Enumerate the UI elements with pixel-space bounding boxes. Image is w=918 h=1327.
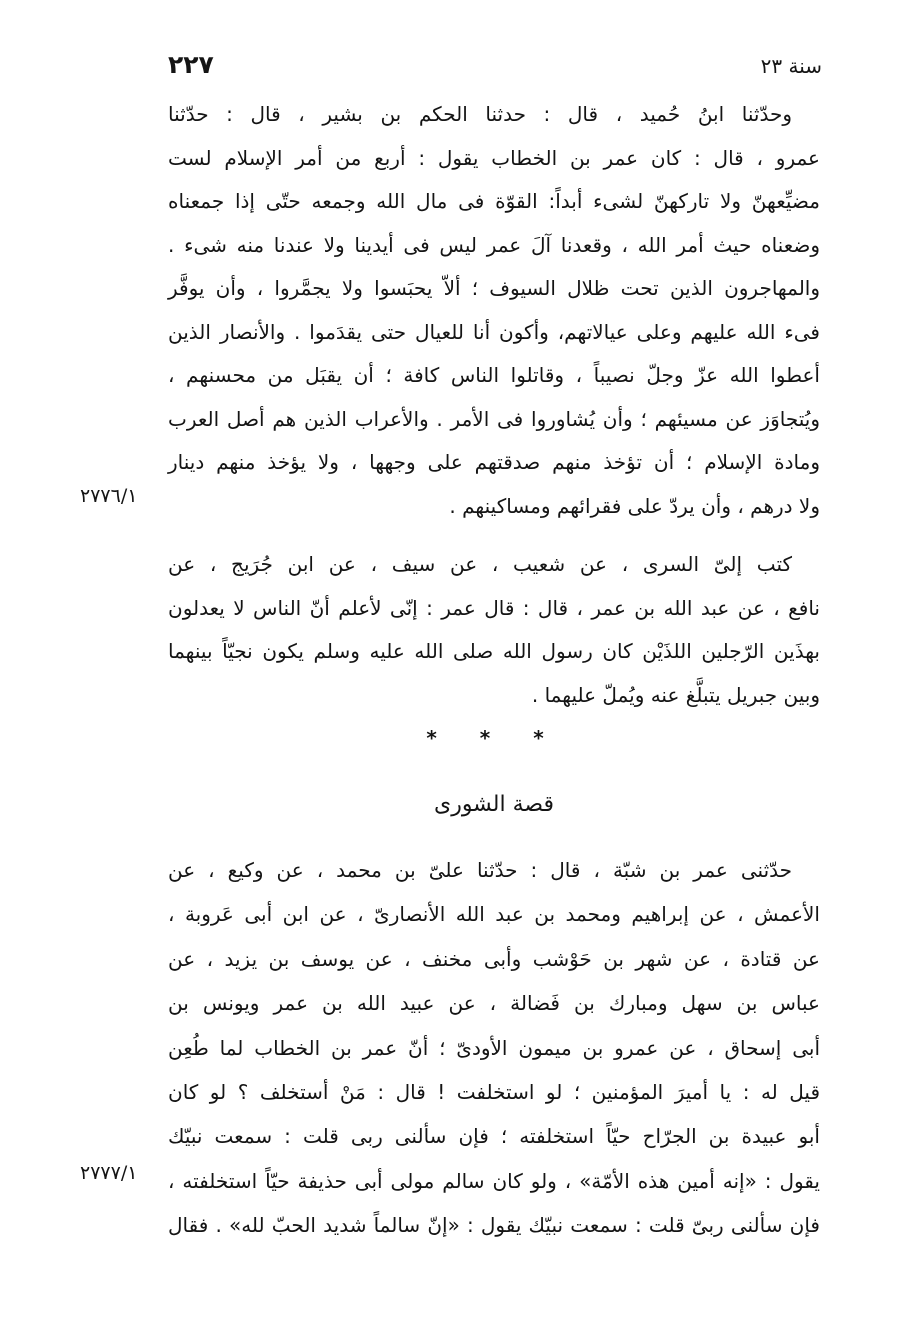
text-line: ويُتجاوَز عن مسيئهم ؛ وأن يُشاوروا فى الأمر . والأعراب الذين هم أصل العرب — [168, 406, 820, 431]
text-line: أبو عبيدة بن الجرّاح حيّاً استخلفته ؛ فإن سألنى ربى قلت : سمعت نبيّك — [168, 1124, 820, 1149]
text-line: عباس بن سهل ومبارك بن فَضالة ، عن عبيد الله بن عمر ويونس بن — [168, 991, 820, 1016]
running-head-year: سنة ٢٣ — [760, 54, 822, 78]
text-line: الأعمش ، عن إبراهيم ومحمد بن عبد الله الأنصارىّ ، عن ابن أبى عَروبة ، — [168, 902, 820, 927]
paragraph — [168, 543, 820, 717]
text-line: مضيِّعهنّ ولا تاركهنّ لشىء أبداً: القوّة فى مال الله وجمعه حتّى إذا جمعناه — [168, 189, 820, 213]
text-line: عن قتادة ، عن شهر بن حَوْشب وأبى مخنف ، عن يوسف بن يزيد ، عن — [168, 946, 820, 971]
text-line: وحدّثنا ابنُ حُميد ، قال : حدثنا الحكم بن بشير ، قال : حدّثنا — [168, 102, 792, 126]
text-line: ومادة الإسلام ؛ أن تؤخذ منهم صدقتهم على وجهها ، ولا يؤخذ منهم دينار — [168, 450, 820, 474]
text-line: أعطوا الله عزّ وجلّ نصيباً ، وقاتلوا الناس كافة ؛ أن يقبَل من محسنهم ، — [168, 363, 820, 387]
text-line: ولا درهم ، وأن يردّ على فقرائهم ومساكينهم . — [449, 493, 820, 518]
text-line: حدّثنى عمر بن شبّة ، قال : حدّثنا علىّ بن محمد ، عن وكيع ، عن — [168, 858, 792, 882]
page-number: ٢٢٧ — [168, 50, 214, 79]
text-line: نافع ، عن عبد الله بن عمر ، قال : قال عمر : إنّى لأعلم أنّ الناس لا يعدلون — [168, 595, 820, 620]
text-line: قيل له : يا أميرَ المؤمنين ؛ لو استخلفت ! قال : مَنْ أستخلف ؟ لو كان — [168, 1080, 820, 1105]
paragraph — [168, 848, 820, 1248]
paragraph — [168, 93, 820, 528]
text-line: وبين جبريل يتبلَّغ عنه ويُملّ عليهما . — [531, 682, 820, 707]
section-heading: قصة الشورى — [433, 792, 555, 817]
text-line: فىء الله عليهم وعلى عيالاتهم، وأكون أنا للعيال حتى يقدَموا . والأنصار الذين — [168, 319, 820, 344]
text-line: بهذَين الرّجلين اللذَيْن كان رسول الله صلى الله عليه وسلم يكون نجيّاً بينهما — [168, 639, 820, 663]
margin-note: ٢٧٧٦/١ — [80, 485, 138, 507]
text-line: عمرو ، قال : كان عمر بن الخطاب يقول : أربع من أمر الإسلام لست — [168, 145, 820, 170]
text-line: فإن سألنى ربىّ قلت : سمعت نبيّك يقول : «إنّ سالماً شديد الحبّ لله» . فقال — [168, 1213, 820, 1238]
text-line: يقول : «إنه أمين هذه الأمّة» ، ولو كان سالم مولى أبى حذيفة حيّاً استخلفته ، — [168, 1168, 820, 1193]
text-line: كتب إلىّ السرى ، عن شعيب ، عن سيف ، عن ابن جُرَيج ، عن — [168, 552, 792, 576]
margin-note: ٢٧٧٧/١ — [80, 1162, 138, 1184]
text-line: والمهاجرون الذين تحت ظلال السيوف ؛ ألاّ يحبَسوا ولا يجمَّروا ، وأن يوفَّر — [168, 276, 820, 300]
section-divider: * * * — [426, 726, 562, 750]
text-line: وضعناه حيث أمر الله ، وقعدنا آلَ عمر ليس فى أيدينا ولا عندنا منه شىء . — [168, 232, 820, 257]
text-line: أبى إسحاق ، عن عمرو بن ميمون الأودىّ ؛ أنّ عمر بن الخطاب لما طُعِن — [168, 1035, 820, 1060]
